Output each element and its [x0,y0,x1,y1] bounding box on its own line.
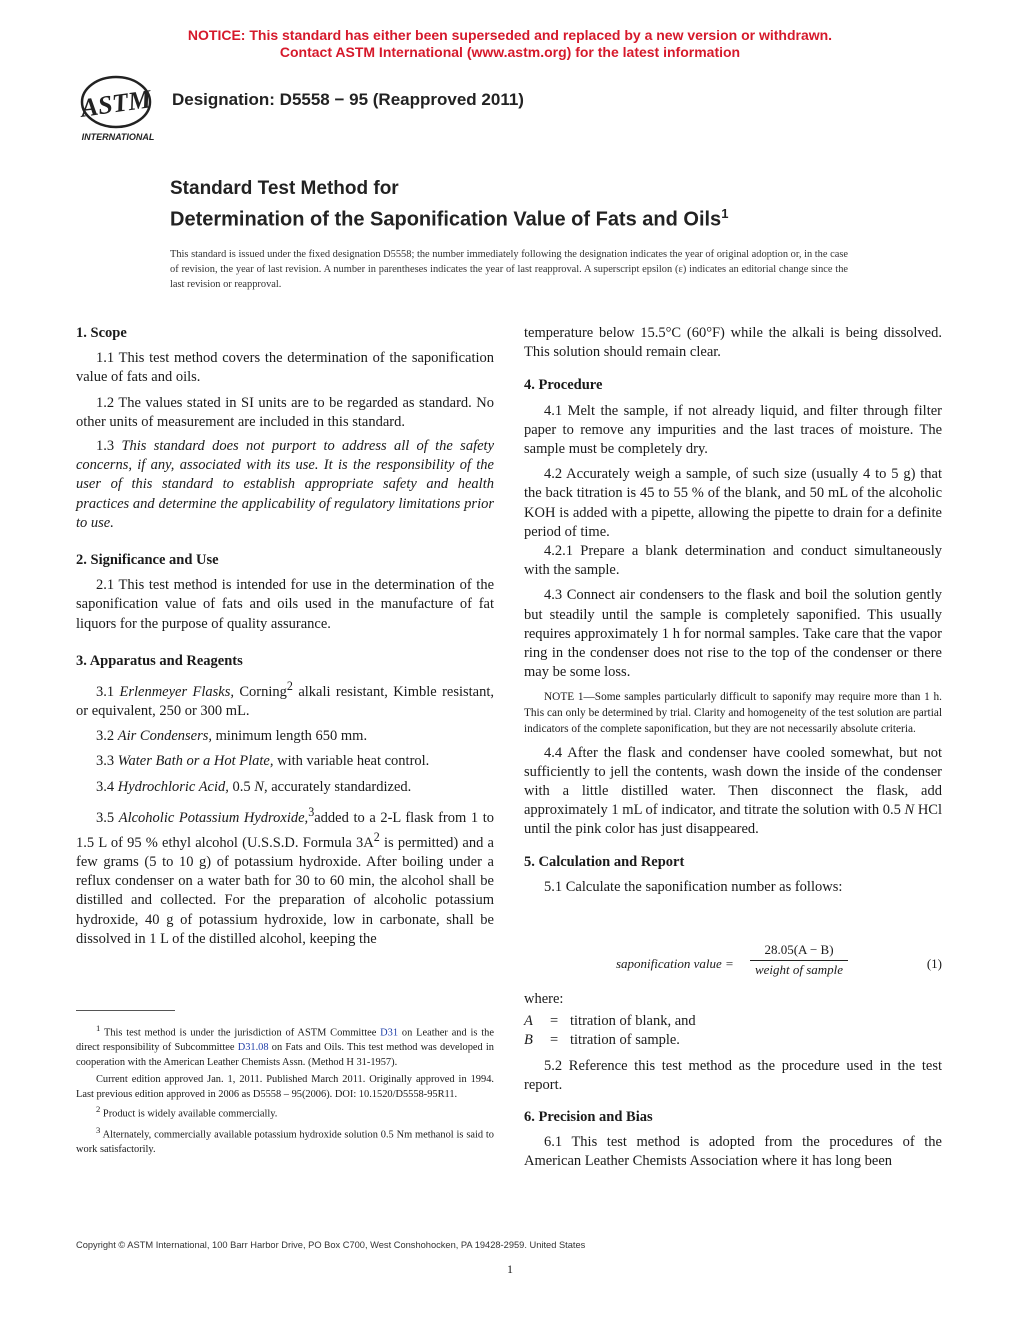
where-label: where: [524,991,564,1007]
para-3-4: 3.4 Hydrochloric Acid, 0.5 N, accurately standardized. [96,778,412,795]
section-3-heading: 3. Apparatus and Reagents [76,652,243,669]
footnote-2: $^2$ Product is widely available commercially. [96,1104,278,1120]
designation: Designation: D5558 − 95 (Reapproved 2011) [172,90,524,109]
notice-line-2: Contact ASTM International (www.astm.org) for the latest information [279,44,741,60]
para-4-2: 4.2 Accurately weigh a sample, of such size (usually 4 to 5 g) that the back titration is 45 to 55 % of the blank, and 50 mL of the alcoholic KOH is added with a pipette, allowing the pipette to drain for a definite period of time. [524,466,942,540]
copyright-line: Copyright © ASTM International, 100 Barr Harbor Drive, PO Box C700, West Conshohocken, PA 19428-2959. United States [76,1240,586,1250]
page-number: 1 [507,1262,513,1276]
note-1: NOTE 1—Some samples particularly difficult to saponify may require more than 1 h. This can only be determined by trial. Clarity and homogeneity of the test solution are partial indicators of the complete saponification, but they are not necessarily absolute criteria. [524,691,942,735]
equation-denominator: weight of sample [754,962,844,977]
footnote-1: $^1$ This test method is under the jurisdiction of ASTM Committee D31 on Leather and is the direct responsibility of Subcommittee D31.08 on Fats and Oils. This test method was developed in cooperation with the American Leather Chemists Assn. (Method H 31-1957). [76,1023,494,1069]
variable-a-definition: A = titration of blank, and [524,1013,696,1030]
equation-fraction [750,942,848,978]
link-d31-08[interactable]: D31.08 [237,1042,269,1054]
para-4-3: 4.3 Connect air condensers to the flask and boil the solution gently but steadily until the sample is completely saponified. This usually requires approximately 1 h for normal samples. Take care that the vapor ring in the condenser does not rise to the top of the condenser or there may be some loss. [524,587,942,681]
title-footnote-ref: 1 [721,206,729,221]
right-column-top [524,324,942,897]
variable-b-definition: B = titration of sample. [524,1032,680,1049]
para-4-2-1: 4.2.1 Prepare a blank determination and conduct simultaneously with the sample. [524,543,942,579]
astm-logo [72,72,164,144]
para-4-1: 4.1 Melt the sample, if not already liquid, and filter through filter paper to remove any impurities and the last traces of moisture. The sample must be completely dry. [524,402,942,458]
para-5-2: 5.2 Reference this test method as the procedure used in the test report. [524,1057,942,1093]
title-line-2: Determination of the Saponification Value of Fats and Oils [170,208,722,231]
para-4-4: 4.4 After the flask and condenser have cooled somewhat, but not sufficiently to jell the contents, wash down the inside of the condenser with a little distilled water. Then disconnect the flask, add approximately 1 mL of indicator, and titrate the solution with 0.5 N HCl until the pink color has just disappeared. [524,744,943,838]
para-5-1: 5.1 Calculate the saponification number as follows: [544,878,843,895]
left-column [76,324,494,949]
section-2-heading: 2. Significance and Use [76,552,219,569]
para-1-3: 1.3 This standard does not purport to address all of the safety concerns, if any, associated with its use. It is the responsibility of the user of this standard to establish appropriate safety and health practices and determine the applicability of regulatory limitations prior to use. [76,438,495,531]
section-5-heading: 5. Calculation and Report [524,853,685,870]
para-3-2: 3.2 Air Condensers, minimum length 650 mm. [96,728,368,745]
para-3-5-continued: temperature below 15.5°C (60°F) while the alkali is being dissolved. This solution should remain clear. [524,325,942,361]
logo-letters: ASTM [78,84,154,123]
para-1-2: 1.2 The values stated in SI units are to be regarded as standard. No other units of measurement are included in this standard. [76,394,494,430]
para-6-1: 6.1 This test method is adopted from the procedures of the American Leather Chemists Association where it has long been [524,1134,942,1170]
document-title [170,176,728,233]
para-1-1: 1.1 This test method covers the determination of the saponification value of fats and oils. [76,350,494,386]
para-3-5: 3.5 Alcoholic Potassium Hydroxide,$^3$added to a 2-L flask from 1 to 1.5 L of 95 % ethyl alcohol (U.S.S.D. Formula $3A^2$ is permitted) and a few grams (5 to 10 g) of potassium hydroxide. After boiling under a reflux condenser on a water bath for 30 to 60 min, the alcohol shall be distilled and collected. For the preparation of alcoholic potassium hydroxide, 40 g of potassium hydroxide, low in carbonate, shall be dissolved in 1 L of the distilled alcohol, keeping the [76,804,495,947]
title-line-1: Standard Test Method for [170,178,399,199]
equation-numerator: 28.05(A − B) [750,942,848,961]
section-1-heading: 1. Scope [76,325,127,341]
section-6-heading: 6. Precision and Bias [524,1109,653,1126]
footnote-3: $^3$ Alternately, commercially available potassium hydroxide solution 0.5 Nm methanol is said to work satisfactorily. [76,1124,494,1155]
footnote-rule [76,1010,175,1011]
footnote-1-edition: Current edition approved Jan. 1, 2011. Published March 2011. Originally approved in 1994. Last previous edition approved in 2006 as D5558 – 95(2006). DOI: 10.1520/D5558-95R11. [76,1073,494,1100]
logo-international: INTERNATIONAL [81,132,155,142]
equation-lhs: saponification value = [616,956,734,971]
equation-1 [524,942,942,982]
right-column-bottom [524,990,942,1172]
link-d31[interactable]: D31 [380,1027,399,1039]
superseded-notice [0,27,1020,61]
para-3-3: 3.3 Water Bath or a Hot Plate, with variable heat control. [96,753,430,770]
intro-paragraph: This standard is issued under the fixed designation D5558; the number immediately following the designation indicates the year of original adoption or, in the case of revision, the year of last revision. A number in parentheses indicates the year of last reapproval. A superscript epsilon (ε) indicates an editorial change since the last revision or reapproval. [170,249,848,290]
para-2-1: 2.1 This test method is intended for use in the determination of the saponification value of fats and oils used in the manufacture of fat liquors for the purpose of quality assurance. [76,577,494,632]
notice-line-1: NOTICE: This standard has either been superseded and replaced by a new version or withdrawn. [187,27,833,43]
para-3-1: 3.1 Erlenmeyer Flasks, Corning$^2$ alkali resistant, Kimble resistant, or equivalent, 250 or 300 mL. [76,679,495,720]
footnotes [76,1021,494,1158]
equation-number: (1) [926,956,942,971]
section-4-heading: 4. Procedure [524,377,603,394]
